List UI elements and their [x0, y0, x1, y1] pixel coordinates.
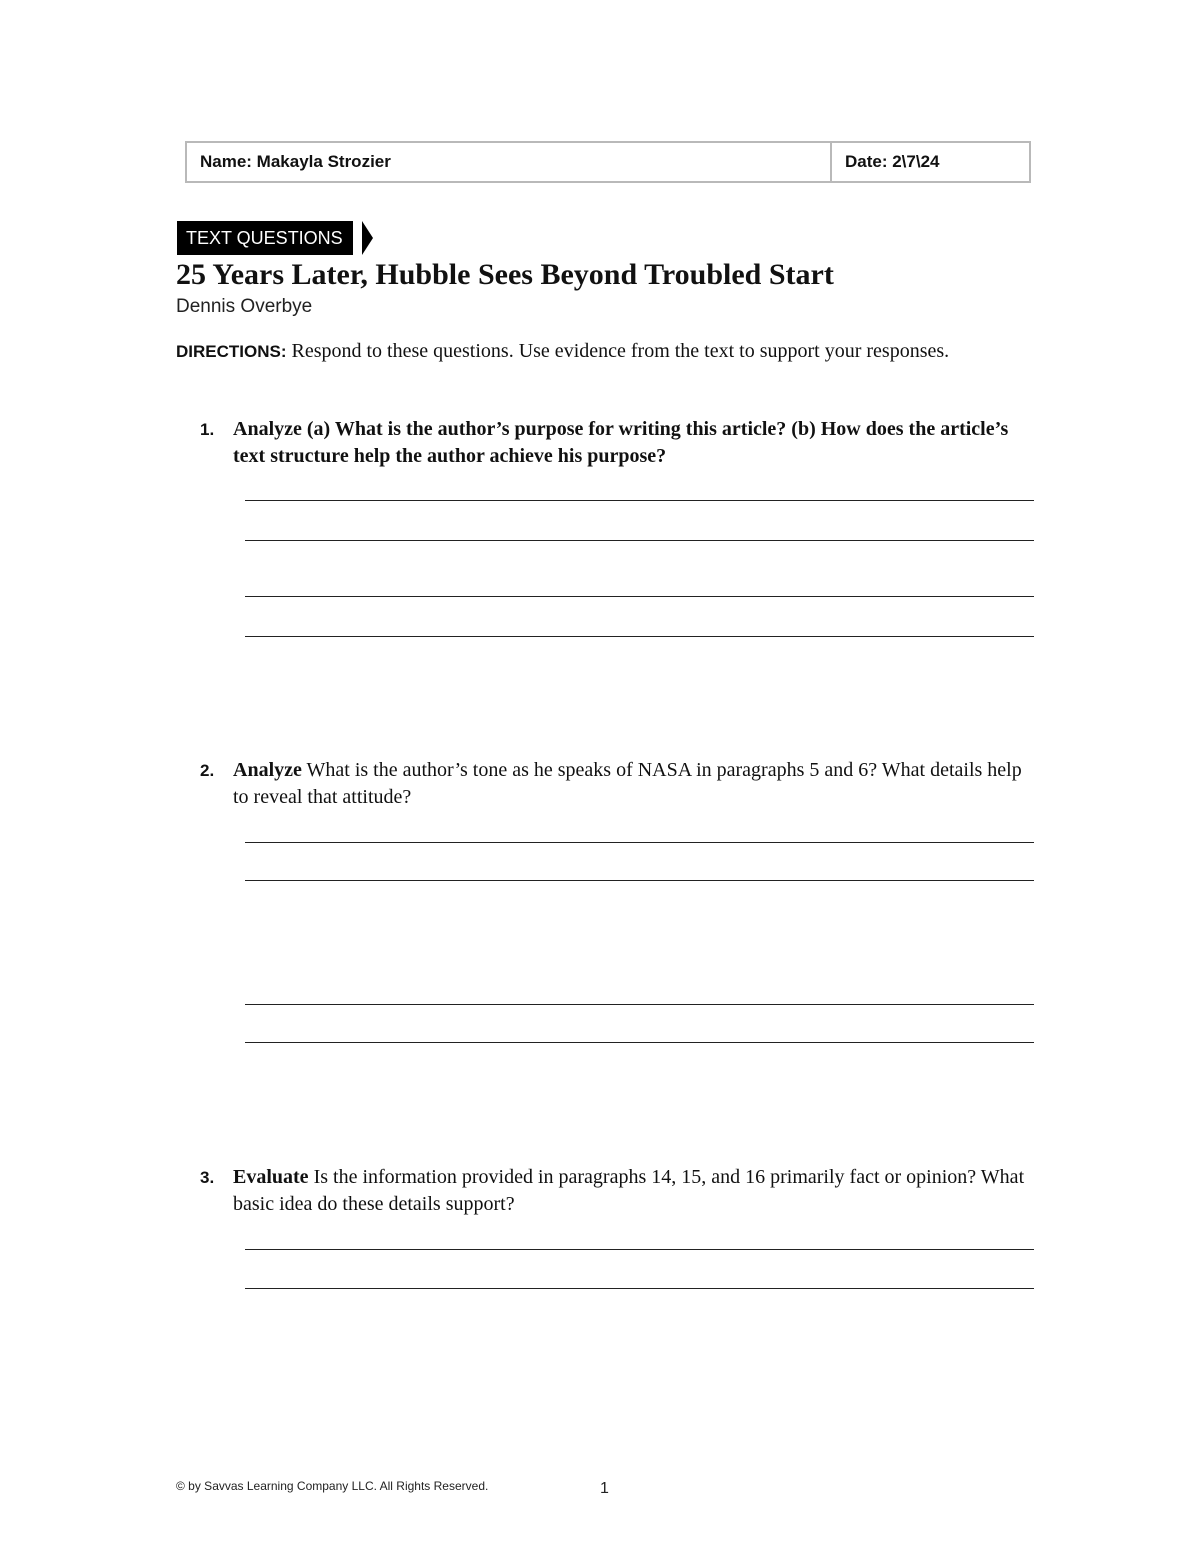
directions-label: DIRECTIONS:: [176, 342, 287, 361]
directions-text: Respond to these questions. Use evidence from the text to support your responses.: [286, 340, 950, 362]
question-2: [200, 757, 1030, 811]
question-number: 2.: [200, 761, 215, 780]
badge-arrow-icon: [362, 221, 373, 255]
question-3: [200, 1164, 1030, 1218]
article-author: Dennis Overbye: [176, 296, 313, 317]
text-questions-badge: TEXT QUESTIONS: [177, 221, 353, 255]
question-body: Is the information provided in paragraphs 14, 15, and 16 primarily fact or opinion? What basic idea do these details support?: [233, 1166, 1025, 1215]
answer-line[interactable]: [245, 1004, 1034, 1005]
question-text: [233, 757, 1030, 811]
question-number: 1.: [200, 420, 215, 439]
directions: [176, 338, 956, 365]
student-info-box: [185, 141, 1031, 183]
answer-line[interactable]: [245, 500, 1034, 501]
question-lead: Analyze: [233, 418, 302, 440]
answer-line[interactable]: [245, 842, 1034, 843]
question-1: [200, 416, 1030, 470]
answer-line[interactable]: [245, 1249, 1034, 1250]
copyright-notice: © by Savvas Learning Company LLC. All Rights Reserved.: [176, 1479, 489, 1493]
answer-line[interactable]: [245, 636, 1034, 637]
question-text: [233, 1164, 1030, 1218]
question-body: (a) What is the author’s purpose for writing this article? (b) How does the article’s text structure help the author achieve his purpose?: [233, 418, 1009, 467]
question-number: 3.: [200, 1168, 215, 1187]
assignment-date[interactable]: Date: 2\7\24: [845, 152, 940, 171]
student-name[interactable]: Name: Makayla Strozier: [187, 143, 832, 181]
question-lead: Analyze: [233, 759, 302, 781]
answer-line[interactable]: [245, 1288, 1034, 1289]
answer-line[interactable]: [245, 540, 1034, 541]
answer-line[interactable]: [245, 596, 1034, 597]
question-body: What is the author’s tone as he speaks of NASA in paragraphs 5 and 6? What details help to reveal that attitude?: [233, 759, 1022, 808]
question-text: [233, 416, 1030, 470]
question-lead: Evaluate: [233, 1166, 309, 1188]
answer-line[interactable]: [245, 1042, 1034, 1043]
page-number: 1: [600, 1480, 609, 1497]
article-title: 25 Years Later, Hubble Sees Beyond Troubled Start: [176, 258, 834, 291]
answer-line[interactable]: [245, 880, 1034, 881]
